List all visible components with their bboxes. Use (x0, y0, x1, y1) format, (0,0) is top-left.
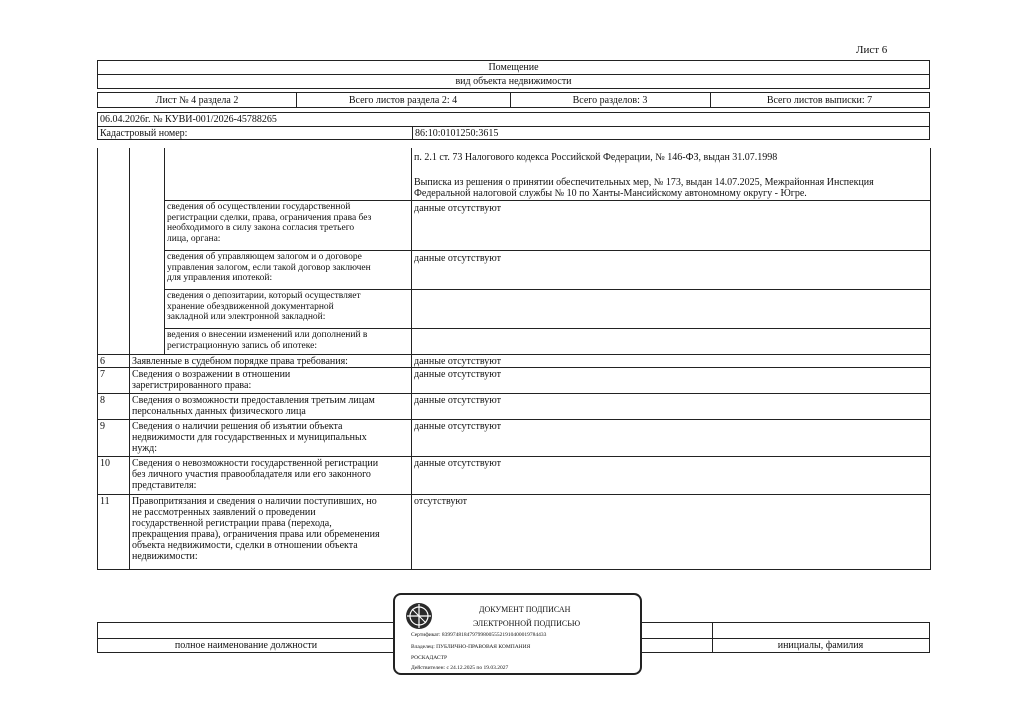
sub-row-label: сведения об управляющем залогом и о договоре управления залогом, если такой договор заключен для управления ипотекой: (167, 252, 371, 283)
name-label: инициалы, фамилия (777, 640, 864, 651)
row-value: данные отсутствуют (414, 421, 501, 432)
position-label: полное наименование должности (174, 640, 318, 651)
top-block-line1: п. 2.1 ст. 73 Налогового кодекса Российской Федерации, № 146-ФЗ, выдан 31.07.1998 (414, 152, 778, 163)
signature-valid: Действителен: с 24.12.2025 по 19.03.2027 (411, 665, 509, 671)
row-value: данные отсутствуют (414, 458, 501, 469)
row-number: 7 (100, 369, 105, 380)
cadastral-number: 86:10:0101250:3615 (415, 128, 499, 139)
row-value: отсутствуют (414, 496, 468, 507)
signature-certificate: Сертификат: 83997481847979980055521910400019784433 (411, 632, 547, 638)
row-label: Сведения о возможности предоставления третьим лицам персональных данных физического лица (132, 395, 375, 417)
row-label: Сведения о невозможности государственной регистрации без личного участия правообладателя или его законного представителя: (132, 458, 379, 491)
row-value: данные отсутствуют (414, 356, 501, 367)
row-number: 10 (100, 458, 110, 469)
electronic-signature-stamp (393, 593, 642, 675)
object-type: Помещение (488, 62, 539, 73)
row-number: 6 (100, 356, 105, 367)
signature-emblem-icon (404, 601, 434, 631)
total-sections: Всего разделов: 3 (572, 95, 648, 106)
row-label: Правопритязания и сведения о наличии поступивших, но не рассмотренных заявлений о проведении государственной регистрации права (перехода, прекращения права), ограничения права или обременения объекта недвижимости, сделки в отношении объекта недвижимости: (132, 496, 380, 562)
object-kind: вид объекта недвижимости (455, 76, 572, 87)
row-number: 11 (100, 496, 110, 507)
row-value: данные отсутствуют (414, 395, 501, 406)
total-sheets-section: Всего листов раздела 2: 4 (348, 95, 458, 106)
signature-title-1: ДОКУМЕНТ ПОДПИСАН (479, 605, 571, 614)
header-block (97, 60, 930, 89)
sub-row-label: сведения об осуществлении государственной регистрации сделки, права, ограничения права без необходимого в силу закона согласия третьего лица, органа: (167, 202, 372, 244)
sub-row-value: данные отсутствуют (414, 253, 501, 264)
sheets-info-row (97, 92, 930, 108)
row-value: данные отсутствуют (414, 369, 501, 380)
row-label: Сведения о наличии решения об изъятии объекта недвижимости для государственных и муниципальных нужд: (132, 421, 367, 454)
sub-row-label: сведения о депозитарии, который осуществляет хранение обездвиженной документарной закладной или электронной закладной: (167, 291, 361, 322)
sub-row-label: ведения о внесении изменений или дополнений в регистрационную запись об ипотеке: (167, 330, 368, 351)
sub-row-value: данные отсутствуют (414, 203, 501, 214)
signature-owner-2: РОСКАДАСТР (411, 655, 448, 661)
cadastral-label: Кадастровый номер: (100, 128, 188, 139)
row-label: Сведения о возражении в отношении зарегистрированного права: (132, 369, 291, 391)
doc-info-block (97, 112, 930, 140)
row-number: 9 (100, 421, 105, 432)
sheet-of-section: Лист № 4 раздела 2 (155, 95, 239, 106)
total-sheets-extract: Всего листов выписки: 7 (766, 95, 873, 106)
row-label: Заявленные в судебном порядке права требования: (132, 356, 348, 367)
signature-owner-1: Владелец: ПУБЛИЧНО-ПРАВОВАЯ КОМПАНИЯ (411, 644, 531, 650)
doc-date-number: 06.04.2026г. № КУВИ-001/2026-45788265 (100, 114, 277, 125)
top-block-line2: Выписка из решения о принятии обеспечительных мер, № 173, выдан 14.07.2025, Межрайонная Инспекция Федеральной налоговой службы № 10 по Ханты-Мансийскому автономному округу - Югре. (414, 177, 874, 199)
sheet-label: Лист 6 (856, 44, 888, 56)
signature-title-2: ЭЛЕКТРОННОЙ ПОДПИСЬЮ (473, 619, 581, 628)
row-number: 8 (100, 395, 105, 406)
